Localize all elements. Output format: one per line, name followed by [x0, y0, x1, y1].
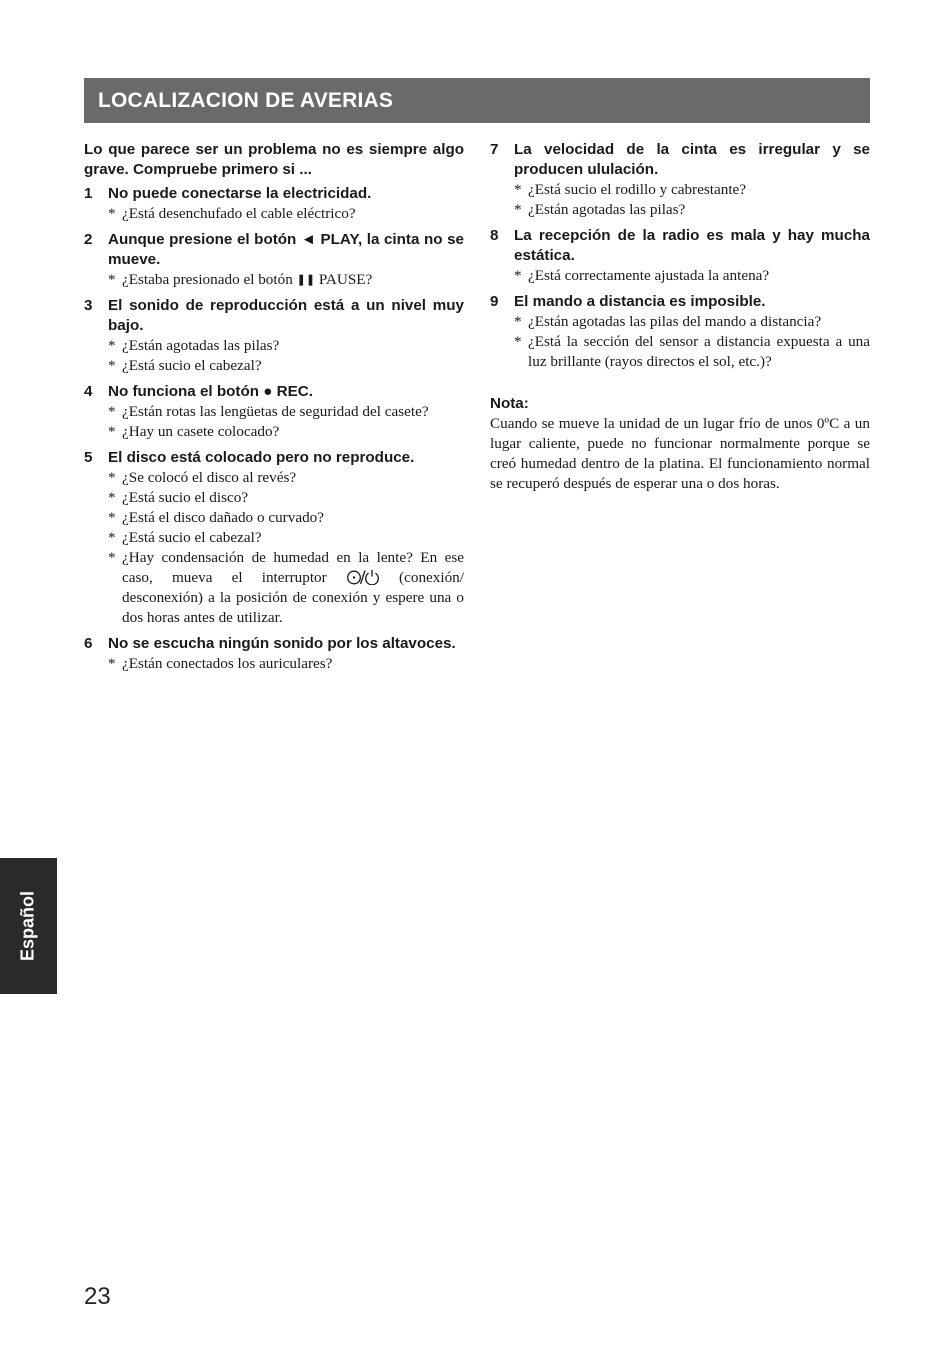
item-number: 3: [84, 297, 93, 314]
asterisk: *: [514, 267, 522, 284]
item-number: 9: [490, 293, 499, 310]
asterisk: *: [108, 549, 116, 566]
check-item: * ¿Hay un casete colocado?: [108, 423, 280, 440]
check-item: * ¿Está la sección del sensor a distancia expuesta a una luz brillante (rayos directos el sol, etc.)?: [514, 333, 870, 370]
item-title: No puede conectarse la electricidad.: [108, 185, 372, 202]
item-number: 7: [490, 141, 499, 158]
item-title: La velocidad de la cinta es irregular y se producen ululación.: [514, 141, 870, 178]
check-item: * ¿Está sucio el rodillo y cabrestante?: [514, 181, 747, 198]
check-item: * ¿Están agotadas las pilas?: [514, 201, 686, 218]
check-item: * ¿Están rotas las lengüetas de seguridad del casete?: [108, 403, 429, 420]
check-item: * ¿Está sucio el cabezal?: [108, 357, 262, 374]
language-tab: [0, 858, 57, 994]
troubleshoot-item-8: [490, 226, 870, 286]
item-title: El mando a distancia es imposible.: [514, 293, 766, 310]
troubleshoot-item-6: [84, 634, 464, 674]
item-title: El disco está colocado pero no reproduce.: [108, 449, 415, 466]
item-number: 1: [84, 185, 93, 202]
asterisk: *: [514, 313, 522, 330]
check-item: * ¿Están agotadas las pilas?: [108, 337, 280, 354]
asterisk: *: [108, 655, 116, 672]
asterisk: *: [108, 403, 116, 420]
troubleshoot-item-2: [84, 230, 464, 290]
asterisk: *: [108, 205, 116, 222]
item-title: No funciona el botón ● REC.: [108, 383, 313, 400]
check-item: * ¿Está correctamente ajustada la antena?: [514, 267, 770, 284]
troubleshoot-item-1: [84, 184, 464, 224]
asterisk: *: [514, 181, 522, 198]
check-item: * ¿Están agotadas las pilas del mando a distancia?: [514, 313, 822, 330]
standby-on-icon: [346, 569, 380, 585]
asterisk: *: [514, 333, 522, 350]
asterisk: *: [108, 469, 116, 486]
section-header: [84, 78, 870, 123]
item-number: 8: [490, 227, 499, 244]
asterisk: *: [108, 489, 116, 506]
note-title: Nota:: [490, 395, 529, 412]
section-title: LOCALIZACION DE AVERIAS: [98, 89, 394, 112]
item-title: No se escucha ningún sonido por los altavoces.: [108, 635, 456, 652]
page-number: 23: [84, 1283, 111, 1310]
asterisk: *: [514, 201, 522, 218]
asterisk: *: [108, 509, 116, 526]
check-item: * ¿Se colocó el disco al revés?: [108, 469, 297, 486]
check-item: * ¿Está desenchufado el cable eléctrico?: [108, 205, 356, 222]
asterisk: *: [108, 271, 116, 288]
record-dot-icon: ●: [263, 383, 273, 400]
check-item: * ¿Estaba presionado el botón ❚❚ PAUSE?: [108, 271, 373, 288]
item-number: 2: [84, 231, 93, 248]
check-item: * ¿Están conectados los auriculares?: [108, 655, 333, 672]
asterisk: *: [108, 337, 116, 354]
check-item: * ¿Está sucio el disco?: [108, 489, 249, 506]
language-tab-label: Español: [17, 890, 38, 962]
item-number: 4: [84, 383, 93, 400]
left-column: [84, 140, 464, 680]
troubleshoot-item-5: [84, 448, 464, 628]
pause-icon: ❚❚: [296, 274, 316, 286]
item-title: La recepción de la radio es mala y hay mucha estática.: [514, 227, 870, 264]
asterisk: *: [108, 423, 116, 440]
item-title: Aunque presione el botón ◄ PLAY, la cinta no se mueve.: [108, 231, 464, 268]
check-item: * ¿Está sucio el cabezal?: [108, 529, 262, 546]
troubleshoot-item-4: [84, 382, 464, 442]
troubleshoot-item-9: [490, 292, 870, 372]
right-column: [490, 140, 870, 494]
intro-text: Lo que parece ser un problema no es siempre algo grave. Compruebe primero si ...: [84, 141, 464, 178]
asterisk: *: [108, 529, 116, 546]
item-number: 5: [84, 449, 93, 466]
check-item: * ¿Hay condensación de humedad en la lente? En ese caso, mueva el interruptor (conexión/ desconexión) a la posición de conexión y espere una o dos horas antes de utilizar.: [108, 549, 464, 626]
play-reverse-icon: ◄: [300, 231, 316, 248]
check-item: * ¿Está el disco dañado o curvado?: [108, 509, 324, 526]
troubleshoot-item-7: [490, 140, 870, 220]
asterisk: *: [108, 357, 116, 374]
item-title: El sonido de reproducción está a un nivel muy bajo.: [108, 297, 464, 334]
note-body: Cuando se mueve la unidad de un lugar frío de unos 0ºC a un lugar caliente, puede no funcionar normalmente porque se creó humedad dentro de la platina. El funcionamiento normal se recuperó después de esperar una o dos horas.: [490, 415, 870, 492]
troubleshoot-item-3: [84, 296, 464, 376]
item-number: 6: [84, 635, 93, 652]
